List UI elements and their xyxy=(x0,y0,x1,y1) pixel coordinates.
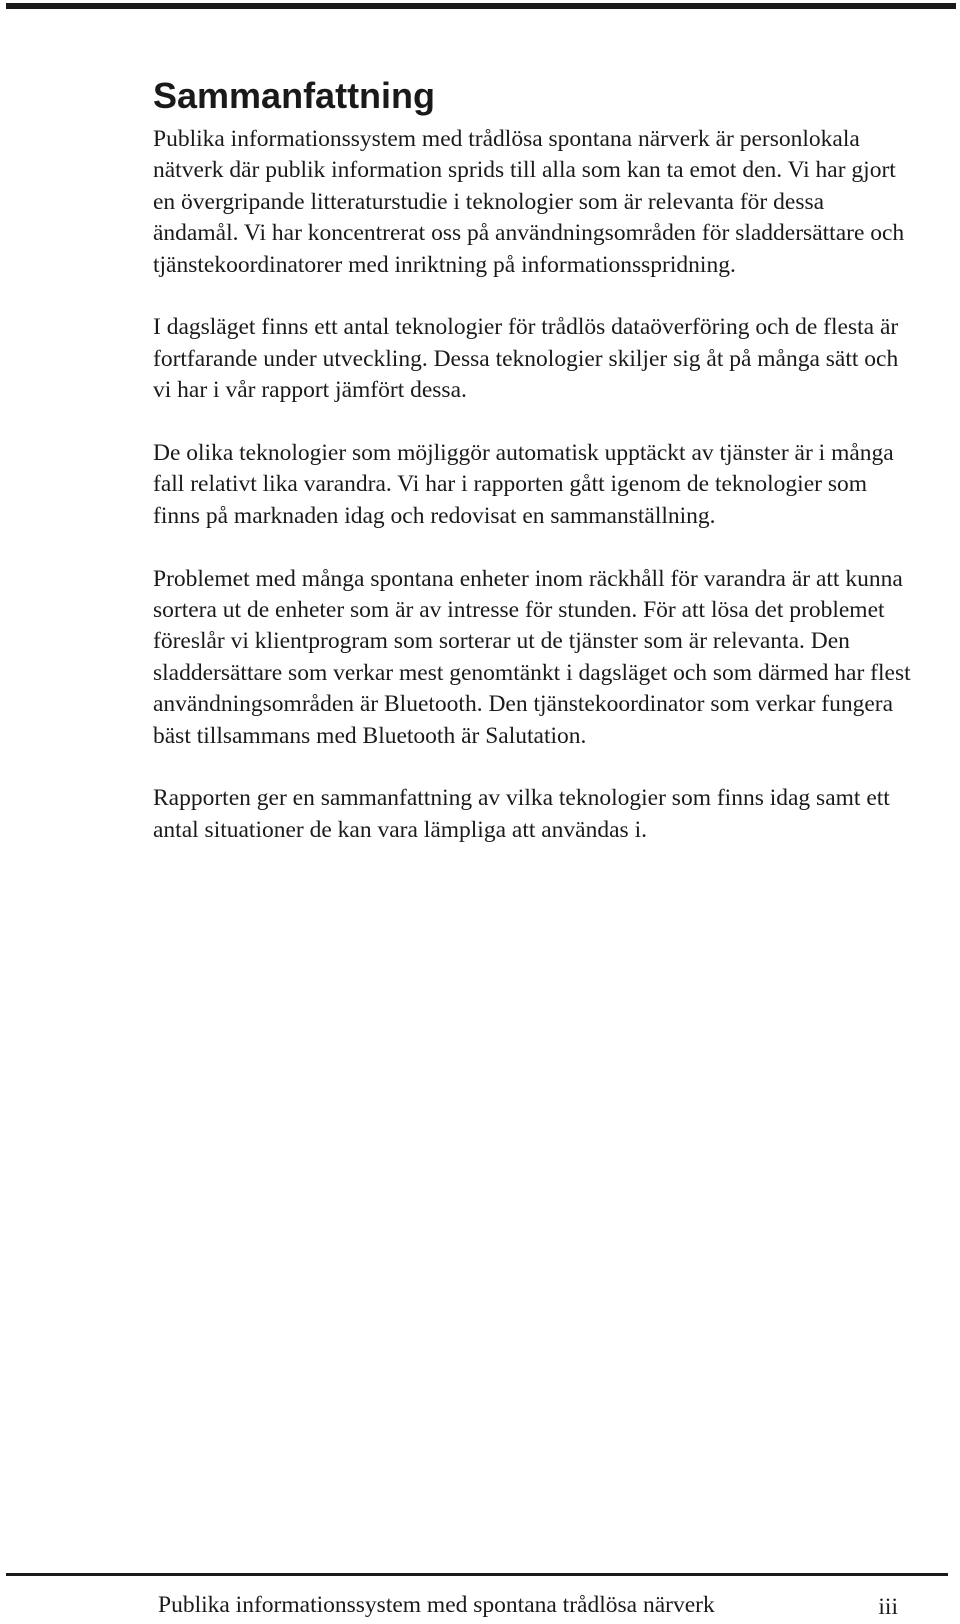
top-rule xyxy=(6,3,956,9)
paragraph-3: De olika teknologier som möjliggör automatisk upptäckt av tjänster är i många fall relativt lika varandra. Vi har i rapporten gått igenom de teknologier som finns på marknaden idag och redovisat en sammanställning. xyxy=(153,440,894,529)
page-number: iii xyxy=(878,1594,898,1620)
page-content xyxy=(153,74,913,878)
paragraph-1: Publika informationssystem med trådlösa spontana närverk är personlokala nätverk där publik information sprids till alla som kan ta emot den. Vi har gjort en övergripande litteraturstudie i teknologier som är relevanta för dessa ändamål. Vi har koncentrerat oss på användningsområden för sladdersättare och tjänstekoordinatorer med inriktning på informationsspridning. xyxy=(153,126,905,278)
section-heading: Sammanfattning xyxy=(153,75,436,116)
paragraph-5: Rapporten ger en sammanfattning av vilka teknologier som finns idag samt ett antal situationer de kan vara lämpliga att användas i. xyxy=(153,785,890,843)
paragraph-4: Problemet med många spontana enheter inom räckhåll för varandra är att kunna sortera ut de enheter som är av intresse för stunden. För att lösa det problemet föreslår vi klientprogram som sorterar ut de tjänster som är relevanta. Den sladdersättare som verkar mest genomtänkt i dagsläget och som därmed har flest användningsområden är Bluetooth. Den tjänstekoordinator som verkar fungera bäst tillsammans med Bluetooth är Salutation. xyxy=(153,565,911,749)
footer-title: Publika informationssystem med spontana trådlösa närverk xyxy=(158,1592,715,1618)
footer-rule xyxy=(6,1573,948,1576)
paragraph-2: I dagsläget finns ett antal teknologier för trådlös dataöverföring och de flesta är fortfarande under utveckling. Dessa teknologier skiljer sig åt på många sätt och vi har i vår rapport jämfört dessa. xyxy=(153,314,899,404)
